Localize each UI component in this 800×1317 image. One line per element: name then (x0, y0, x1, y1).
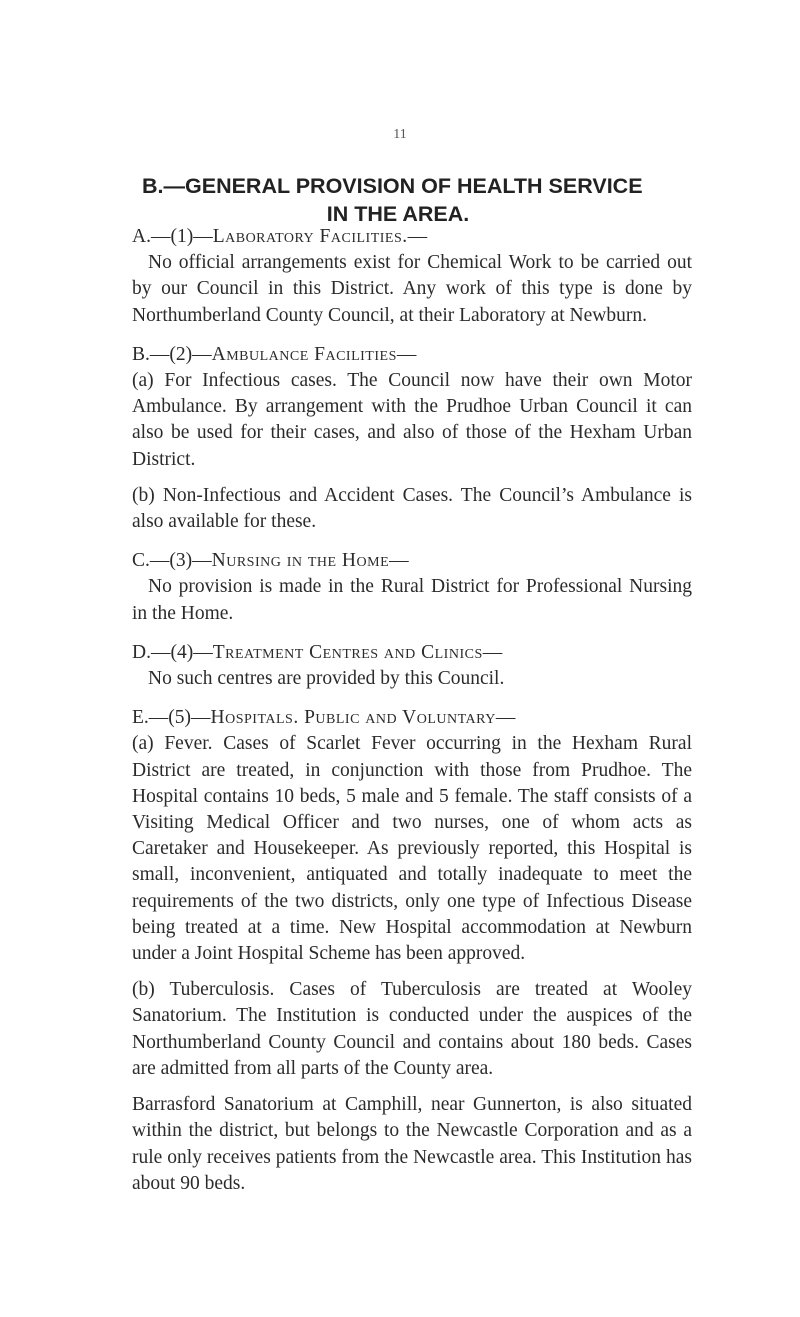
hospitals-prefix: E.—(5)— (132, 707, 211, 729)
section-title (132, 172, 692, 228)
ambulance-heading-text: Ambulance Facilities— (211, 343, 417, 365)
nursing-prefix: C.—(3)— (132, 550, 212, 572)
title-line-1: B.—GENERAL PROVISION OF HEALTH SERVICE (142, 174, 643, 198)
treatment-heading-text: Treatment Centres and Clinics— (212, 641, 503, 663)
ambulance-paragraph-a: (a) For Infectious cases. The Council now have their own Motor Ambulance. By arrangement with the Prudhoe Urban Council it can also be used for their cases, and also of those of the Hexham Urban District. (132, 370, 692, 470)
nursing-paragraph: No provision is made in the Rural District for Professional Nursing in the Home. (132, 576, 692, 624)
ambulance-prefix: B.—(2)— (132, 343, 212, 365)
title-line-2: IN THE AREA. (326, 202, 470, 226)
treatment-heading (132, 640, 692, 666)
treatment-prefix: D.—(4)— (132, 641, 213, 663)
ambulance-paragraph-b: (b) Non-Infectious and Accident Cases. The Council’s Ambulance is also available for these. (132, 484, 692, 533)
page-number: 11 (393, 127, 407, 142)
laboratory-paragraph: No official arrangements exist for Chemical Work to be carried out by our Council in this District. Any work of this type is done by Northumberland County Council, at their Laboratory at Newburn. (132, 252, 692, 326)
nursing-heading-text: Nursing in the Home— (211, 550, 410, 572)
hospitals-paragraph-fever: (a) Fever. Cases of Scarlet Fever occurring in the Hexham Rural District are treated, in conjunction with those from Prudhoe. The Hospital contains 10 beds, 5 male and 5 female. The staff consists of a Visiting Medical Officer and two nurses, one of whom acts as Caretaker and Housekeeper. As previously reported, this Hospital is small, inconvenient, antiquated and totally inadequate to meet the requirements of the two districts, only one type of Infectious Disease being treated at a time. New Hospital accommodation at Newburn under a Joint Hospital Scheme has been approved. (132, 733, 692, 965)
document-body (132, 224, 692, 1197)
laboratory-heading (132, 224, 692, 250)
hospitals-heading (132, 705, 692, 731)
laboratory-prefix: A.—(1)— (132, 226, 213, 247)
nursing-heading (132, 548, 692, 574)
treatment-paragraph: No such centres are provided by this Council. (148, 668, 505, 690)
hospitals-paragraph-tuberculosis: (b) Tuberculosis. Cases of Tuberculosis are treated at Wooley Sanatorium. The Institution is conducted under the auspices of the Northumberland County Council and contains about 180 beds. Cases are admitted from all parts of the County area. (132, 979, 692, 1079)
hospitals-paragraph-barrasford: Barrasford Sanatorium at Camphill, near Gunnerton, is also situated within the district, but belongs to the Newcastle Corporation and as a rule only receives patients from the Newcastle area. This Institution has about 90 beds. (132, 1094, 692, 1194)
hospitals-heading-text: Hospitals. Public and Voluntary— (210, 707, 516, 729)
ambulance-heading (132, 342, 692, 368)
laboratory-heading-text: Laboratory Facilities.— (212, 226, 428, 247)
